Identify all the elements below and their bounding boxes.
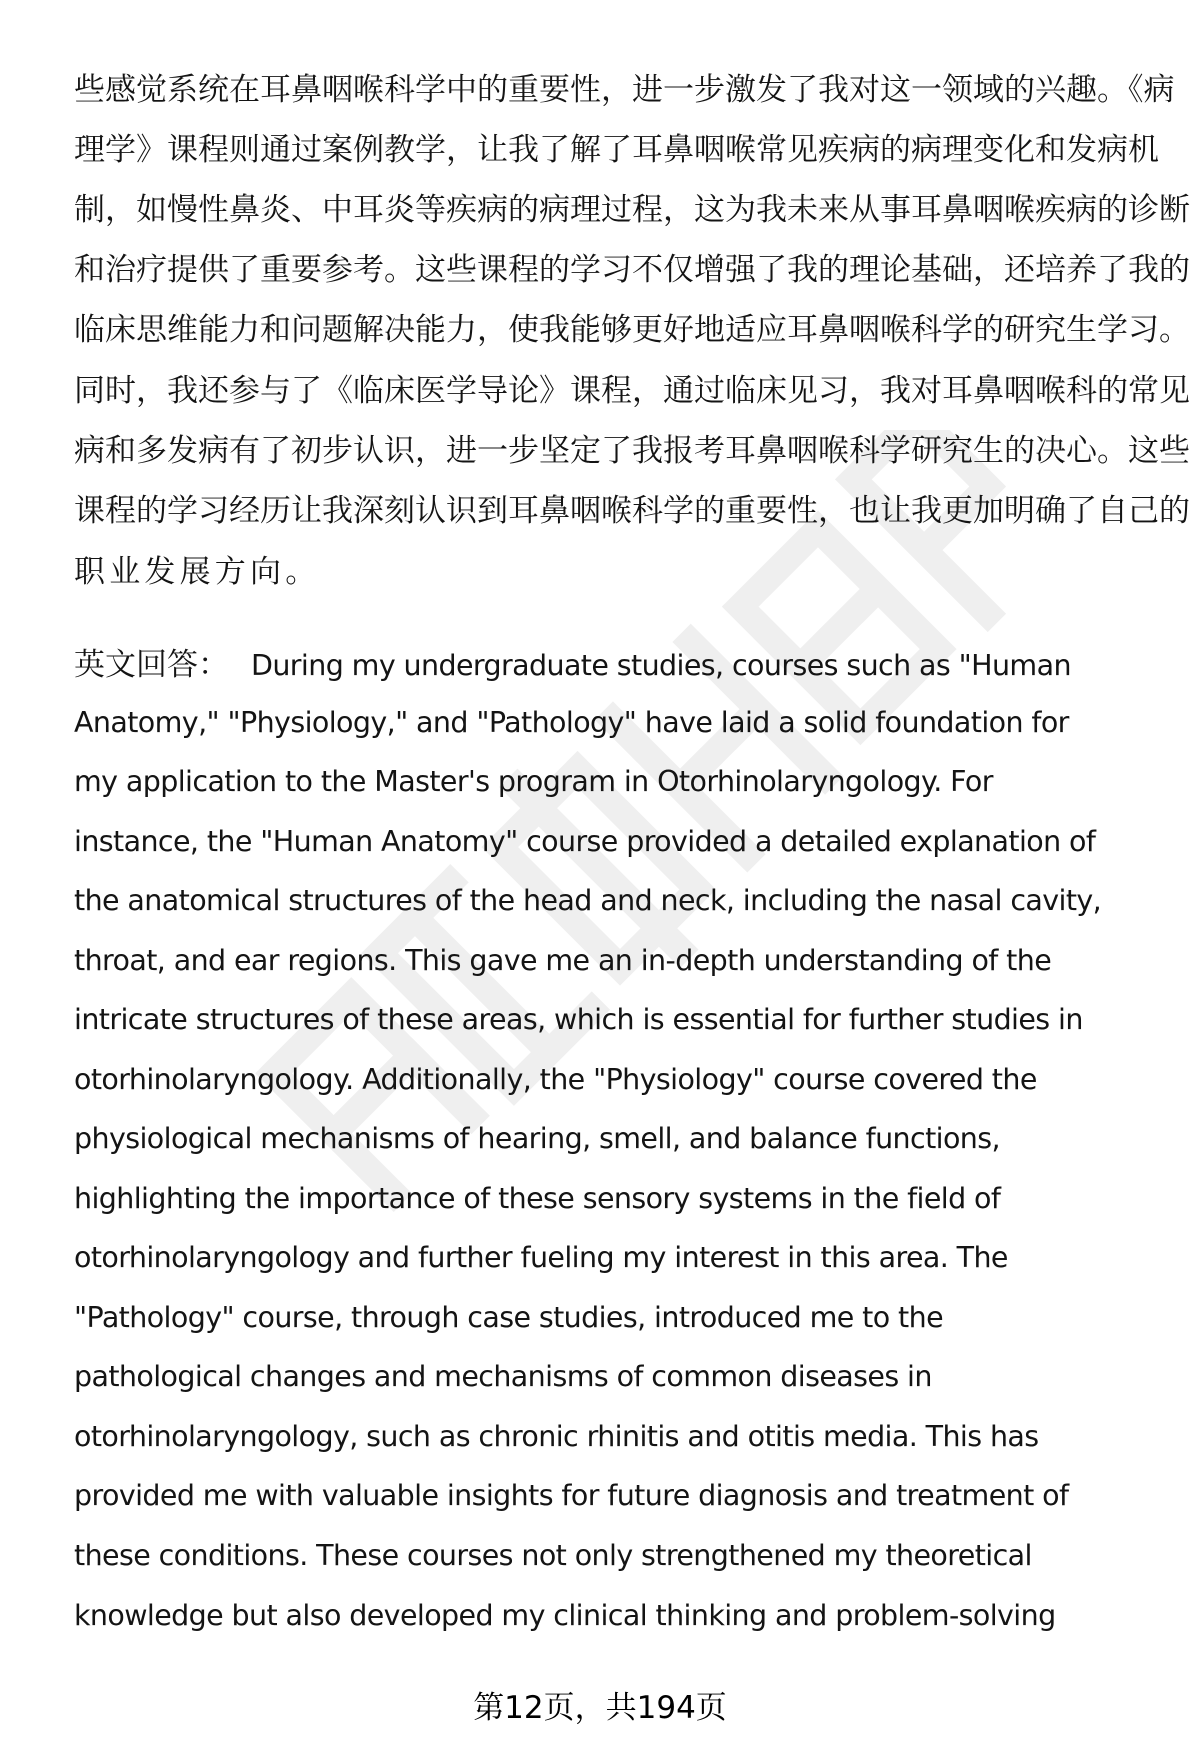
- english-paragraph-line: my application to the Master's program in Otorhinolaryngology. For: [74, 765, 993, 798]
- chinese-paragraph-line: 同时，我还参与了《临床医学导论》课程，通过临床见习，我对耳鼻咽喉科的常见: [74, 373, 1190, 409]
- page-number-footer: 第12页，共194页: [473, 1690, 727, 1726]
- english-paragraph-text: During my undergraduate studies, courses such as "Human: [251, 649, 1071, 682]
- chinese-paragraph-line: 临床思维能力和问题解决能力，使我能够更好地适应耳鼻咽喉科学的研究生学习。: [74, 312, 1190, 348]
- english-paragraph-line: provided me with valuable insights for future diagnosis and treatment of: [74, 1479, 1069, 1512]
- english-paragraph-line: "Pathology" course, through case studies, introduced me to the: [74, 1301, 944, 1334]
- chinese-paragraph-line: 职业发展方向。: [74, 554, 321, 590]
- english-answer-first-line: [74, 635, 1152, 695]
- chinese-paragraph-line: 些感觉系统在耳鼻咽喉科学中的重要性，进一步激发了我对这一领域的兴趣。《病: [74, 72, 1175, 108]
- english-paragraph-line: knowledge but also developed my clinical thinking and problem-solving: [74, 1599, 1056, 1632]
- chinese-paragraph-line: 制，如慢性鼻炎、中耳炎等疾病的病理过程，这为我未来从事耳鼻咽喉疾病的诊断: [74, 192, 1190, 228]
- english-paragraph-line: pathological changes and mechanisms of common diseases in: [74, 1360, 932, 1393]
- english-paragraph-line: the anatomical structures of the head and neck, including the nasal cavity,: [74, 884, 1102, 917]
- chinese-paragraph-line: 和治疗提供了重要参考。这些课程的学习不仅增强了我的理论基础，还培养了我的: [74, 252, 1190, 288]
- english-paragraph-line: throat, and ear regions. This gave me an in-depth understanding of the: [74, 944, 1052, 977]
- english-paragraph-line: Anatomy," "Physiology," and "Pathology" have laid a solid foundation for: [74, 706, 1069, 739]
- english-paragraph-line: instance, the "Human Anatomy" course provided a detailed explanation of: [74, 825, 1096, 858]
- chinese-paragraph-line: 理学》课程则通过案例教学，让我了解了耳鼻咽喉常见疾病的病理变化和发病机: [74, 132, 1159, 168]
- english-paragraph-line: otorhinolaryngology, such as chronic rhinitis and otitis media. This has: [74, 1420, 1039, 1453]
- english-paragraph-line: physiological mechanisms of hearing, smell, and balance functions,: [74, 1122, 1000, 1155]
- english-paragraph-line: these conditions. These courses not only strengthened my theoretical: [74, 1539, 1032, 1572]
- english-paragraph-line: intricate structures of these areas, which is essential for further studies in: [74, 1003, 1083, 1036]
- english-paragraph-line: otorhinolaryngology. Additionally, the "Physiology" course covered the: [74, 1063, 1037, 1096]
- english-paragraph-line: highlighting the importance of these sensory systems in the field of: [74, 1182, 1001, 1215]
- chinese-paragraph-line: 课程的学习经历让我深刻认识到耳鼻咽喉科学的重要性，也让我更加明确了自己的: [74, 493, 1190, 529]
- english-paragraph-line: otorhinolaryngology and further fueling my interest in this area. The: [74, 1241, 1008, 1274]
- chinese-paragraph-line: 病和多发病有了初步认识，进一步坚定了我报考耳鼻咽喉科学研究生的决心。这些: [74, 433, 1190, 469]
- english-answer-label: 英文回答：: [74, 647, 229, 683]
